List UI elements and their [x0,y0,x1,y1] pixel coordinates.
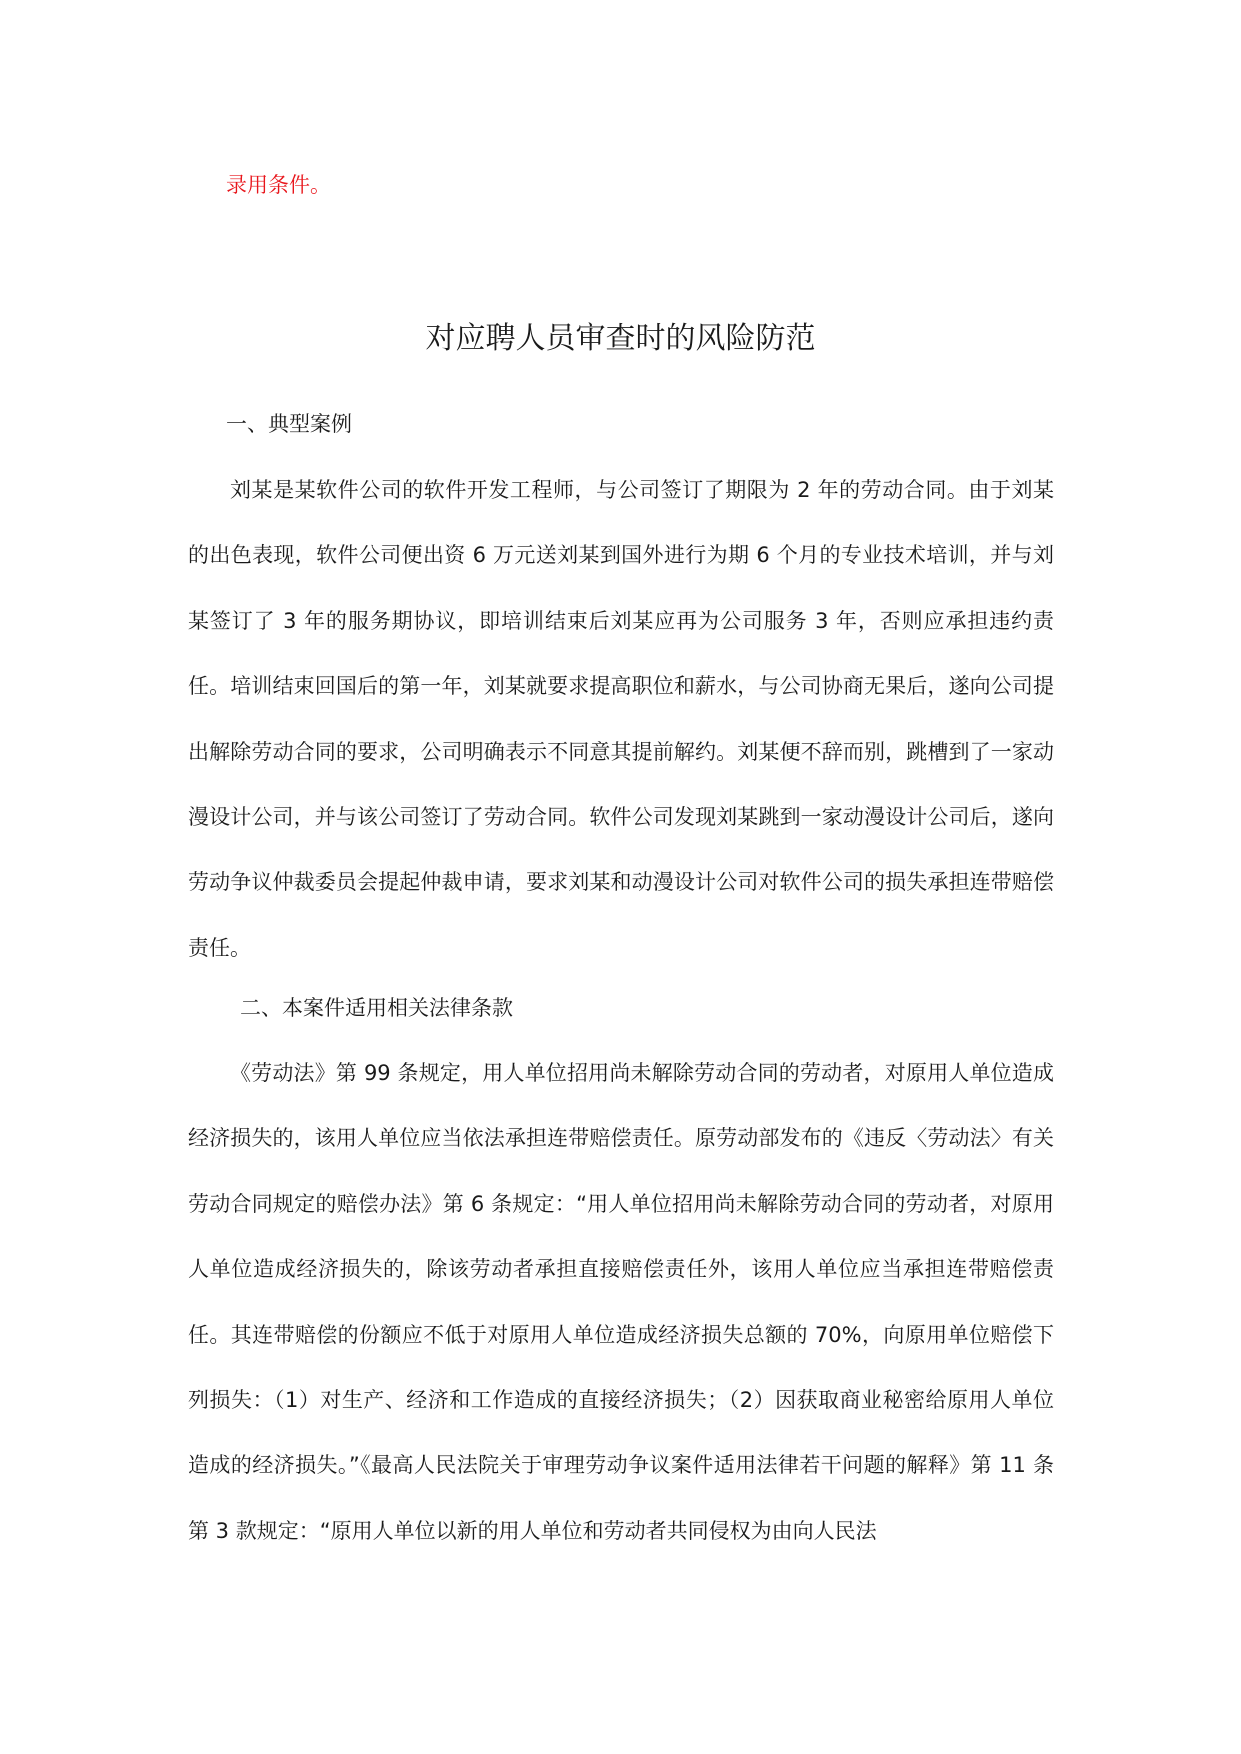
section-heading-legal-provisions: 二、本案件适用相关法律条款 [240,996,513,1020]
document-title: 对应聘人员审查时的风险防范 [425,321,816,356]
section-heading-typical-case: 一、典型案例 [226,412,352,436]
continued-text-fragment: 录用条件。 [226,173,331,197]
case-paragraph: 刘某是某软件公司的软件开发工程师，与公司签订了期限为 2 年的劳动合同。由于刘某的出色表现，软件公司便出资 6 万元送刘某到国外进行为期 6 个月的专业技术培训，并与刘某签订了 3 年的服务期协议，即培训结束后刘某应再为公司服务 3 年，否则应承担违约责任。培训结束回国后的第一年，刘某就要求提高职位和薪水，与公司协商无果后，遂向公司提出解除劳动合同的要求，公司明确表示不同意其提前解约。刘某便不辞而别，跳槽到了一家动漫设计公司，并与该公司签订了劳动合同。软件公司发现刘某跳到一家动漫设计公司后，遂向劳动争议仲裁委员会提起仲裁申请，要求刘某和动漫设计公司对软件公司的损失承担连带赔偿责任。 [188,478,1054,960]
legal-provisions-paragraph: 《劳动法》第 99 条规定，用人单位招用尚未解除劳动合同的劳动者，对原用人单位造成经济损失的，该用人单位应当依法承担连带赔偿责任。原劳动部发布的《违反〈劳动法〉有关劳动合同规定的赔偿办法》第 6 条规定：“用人单位招用尚未解除劳动合同的劳动者，对原用人单位造成经济损失的，除该劳动者承担直接赔偿责任外，该用人单位应当承担连带赔偿责任。其连带赔偿的份额应不低于对原用人单位造成经济损失总额的 70%，向原用单位赔偿下列损失：（1）对生产、经济和工作造成的直接经济损失；（2）因获取商业秘密给原用人单位造成的经济损失。”《最高人民法院关于审理劳动争议案件适用法律若干问题的解释》第 11 条第 3 款规定：“原用人单位以新的用人单位和劳动者共同侵权为由向人民法 [188,1061,1054,1543]
